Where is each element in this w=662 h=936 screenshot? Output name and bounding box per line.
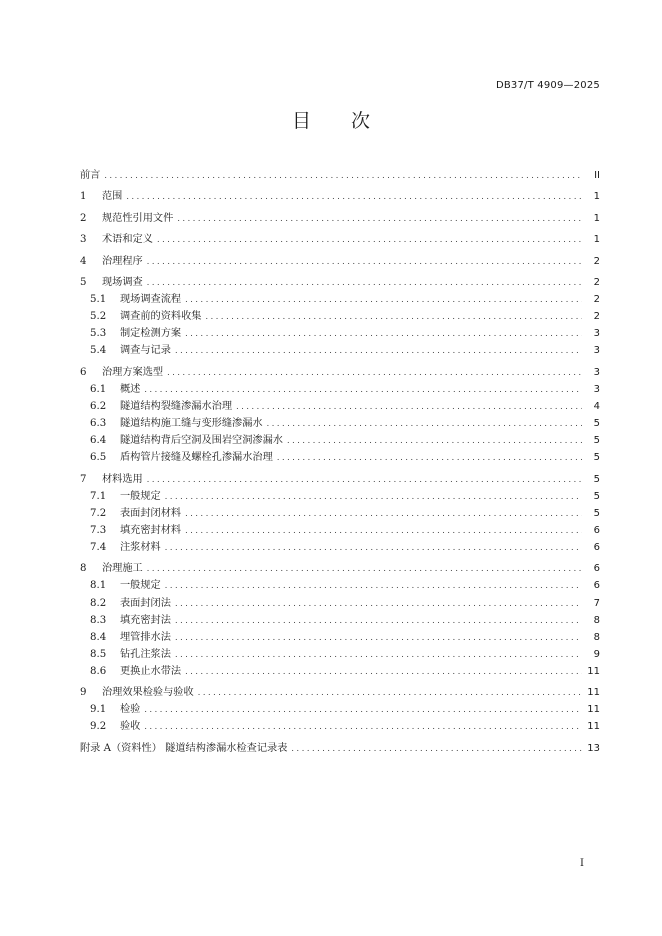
toc-entry-page: 5 (593, 473, 600, 485)
toc-entry-label: 填充密封材料 (120, 524, 182, 536)
toc-leader-dots (185, 509, 582, 518)
toc-leader-dots (147, 564, 582, 573)
toc-leader-dots (175, 599, 582, 608)
toc-entry-page: 1 (593, 212, 600, 224)
toc-entry-page: 11 (587, 687, 600, 699)
toc-entry-number: 5.4 (90, 345, 107, 357)
toc-entry-label: 现场调查流程 (120, 294, 182, 306)
toc-entry[interactable] (80, 683, 600, 700)
toc-entry[interactable] (80, 739, 600, 756)
toc-entry-number: 9.1 (90, 704, 107, 716)
page-number: I (580, 858, 584, 869)
toc-entry-number: 6.5 (90, 452, 107, 464)
toc-leader-dots (185, 526, 582, 535)
toc-entry[interactable] (80, 662, 600, 679)
toc-entry[interactable] (80, 448, 600, 465)
toc-entry[interactable] (80, 290, 600, 307)
toc-entry-page: 8 (593, 614, 600, 626)
toc-entry[interactable] (80, 414, 600, 431)
toc-entry-label: 注浆材料 (120, 541, 161, 553)
toc-entry[interactable] (80, 559, 600, 576)
toc-entry[interactable] (80, 341, 600, 358)
toc-entry-page: 2 (593, 294, 600, 306)
table-of-contents (80, 166, 600, 756)
toc-leader-dots (147, 257, 582, 266)
toc-entry-page: 2 (593, 276, 600, 288)
toc-entry[interactable] (80, 487, 600, 504)
toc-leader-dots (291, 744, 582, 753)
toc-entry-label: 隧道结构背后空洞及围岩空洞渗漏水 (120, 435, 283, 447)
toc-entry-label: 验收 (120, 721, 141, 733)
toc-entry[interactable] (80, 521, 600, 538)
toc-entry-page: 3 (593, 328, 600, 340)
toc-entry-label: 治理方案选型 (102, 366, 164, 378)
toc-entry[interactable] (80, 209, 600, 226)
toc-entry-number: 8.3 (90, 614, 107, 626)
toc-entry-label: 表面封闭法 (120, 597, 171, 609)
toc-entry-label: 概述 (120, 383, 141, 395)
toc-entry-page: 11 (587, 721, 600, 733)
toc-entry-page: 2 (593, 311, 600, 323)
toc-entry-page: 5 (593, 490, 600, 502)
toc-entry[interactable] (80, 273, 600, 290)
toc-entry[interactable] (80, 645, 600, 662)
toc-entry-page: 6 (593, 524, 600, 536)
toc-entry-number: 6.2 (90, 400, 107, 412)
toc-leader-dots (206, 312, 583, 321)
toc-entry-label: 制定检测方案 (120, 328, 182, 340)
toc-entry[interactable] (80, 166, 600, 183)
toc-entry-page: 6 (593, 563, 600, 575)
toc-entry-label: 前言 (80, 170, 101, 181)
toc-entry-label: 治理施工 (102, 563, 143, 575)
toc-entry-page: 4 (593, 400, 600, 412)
toc-entry-label: 材料选用 (102, 473, 143, 485)
toc-entry-number: 6.3 (90, 418, 107, 429)
toc-leader-dots (175, 650, 582, 659)
toc-leader-dots (165, 581, 582, 590)
toc-entry-label: 填充密封法 (120, 614, 171, 626)
toc-entry-page: 9 (593, 648, 600, 660)
toc-entry[interactable] (80, 397, 600, 414)
toc-leader-dots (167, 368, 582, 377)
toc-entry-page: 1 (593, 191, 600, 203)
toc-entry-label: 一般规定 (120, 580, 161, 592)
toc-entry-number: 6.4 (90, 435, 107, 447)
toc-entry-label: 表面封闭材料 (120, 507, 182, 519)
toc-entry-page: 2 (593, 255, 600, 267)
toc-entry-label: 附录 A（资料性） 隧道结构渗漏水检查记录表 (80, 742, 288, 754)
toc-leader-dots (277, 453, 582, 462)
toc-entry-page: 3 (593, 366, 600, 378)
toc-entry-page: 7 (593, 597, 600, 609)
toc-entry-number: 6.1 (90, 383, 107, 395)
toc-entry-page: 5 (593, 435, 600, 447)
toc-entry-number: 7.4 (90, 541, 107, 553)
toc-entry[interactable] (80, 324, 600, 341)
toc-leader-dots (267, 419, 582, 428)
toc-leader-dots (147, 278, 582, 287)
toc-entry-number: 6 (80, 366, 87, 378)
toc-entry-number: 7.3 (90, 524, 107, 536)
toc-leader-dots (157, 235, 582, 244)
toc-entry[interactable] (80, 576, 600, 593)
toc-leader-dots (144, 705, 582, 714)
toc-leader-dots (147, 475, 582, 484)
toc-entry-number: 5.1 (90, 294, 107, 306)
toc-entry-number: 8.4 (90, 631, 107, 643)
toc-entry-label: 调查前的资料收集 (120, 311, 202, 323)
toc-entry-number: 1 (80, 191, 87, 203)
toc-entry-number: 5 (80, 276, 87, 288)
toc-entry-label: 隧道结构裂缝渗漏水治理 (120, 400, 233, 412)
toc-entry-page: 3 (593, 383, 600, 395)
toc-entry-number: 8.6 (90, 665, 107, 677)
toc-leader-dots (126, 192, 582, 201)
toc-entry-label: 治理效果检验与验收 (102, 687, 194, 699)
toc-entry[interactable] (80, 594, 600, 611)
toc-entry-page: 11 (587, 704, 600, 716)
toc-entry-number: 7.1 (90, 490, 107, 502)
toc-leader-dots (198, 688, 582, 697)
toc-entry[interactable] (80, 538, 600, 555)
toc-entry-label: 范围 (102, 191, 123, 203)
toc-entry-page: 13 (587, 742, 600, 754)
toc-entry-number: 5.2 (90, 311, 107, 323)
toc-entry-page: 1 (593, 234, 600, 246)
toc-entry-page: 11 (587, 665, 600, 677)
toc-entry-number: 8.5 (90, 648, 107, 660)
toc-entry-label: 钻孔注浆法 (120, 648, 171, 660)
toc-entry-label: 隧道结构施工缝与变形缝渗漏水 (120, 418, 263, 429)
toc-entry-label: 术语和定义 (102, 234, 153, 246)
toc-entry-page: 5 (593, 452, 600, 464)
toc-entry-page: 6 (593, 541, 600, 553)
toc-entry-page: 5 (593, 507, 600, 519)
toc-entry-number: 3 (80, 234, 87, 246)
toc-entry-number: 7 (80, 473, 87, 485)
toc-entry[interactable] (80, 504, 600, 521)
toc-entry-number: 4 (80, 255, 87, 267)
toc-entry-page: 8 (593, 631, 600, 643)
toc-entry[interactable] (80, 307, 600, 324)
toc-leader-dots (175, 633, 582, 642)
toc-leader-dots (165, 492, 582, 501)
page-title: 目次 (291, 110, 410, 132)
toc-leader-dots (185, 295, 582, 304)
toc-entry-page: II (594, 170, 600, 181)
toc-entry-number: 8.2 (90, 597, 107, 609)
toc-entry-label: 规范性引用文件 (102, 212, 174, 224)
toc-leader-dots (185, 667, 582, 676)
toc-leader-dots (104, 171, 582, 180)
toc-entry[interactable] (80, 380, 600, 397)
toc-entry-number: 2 (80, 212, 87, 224)
toc-entry[interactable] (80, 230, 600, 247)
toc-leader-dots (287, 436, 582, 445)
toc-entry-number: 9 (80, 687, 87, 699)
toc-entry-label: 检验 (120, 704, 141, 716)
toc-entry-label: 现场调查 (102, 276, 143, 288)
toc-entry-label: 一般规定 (120, 490, 161, 502)
toc-leader-dots (165, 543, 582, 552)
toc-entry-label: 更换止水带法 (120, 665, 182, 677)
toc-entry[interactable] (80, 611, 600, 628)
toc-entry[interactable] (80, 470, 600, 487)
toc-entry-label: 调查与记录 (120, 345, 171, 357)
toc-entry-label: 埋管排水法 (120, 631, 171, 643)
toc-leader-dots (175, 616, 582, 625)
toc-entry[interactable] (80, 700, 600, 717)
toc-entry-page: 5 (593, 418, 600, 429)
toc-entry-number: 9.2 (90, 721, 107, 733)
toc-leader-dots (144, 722, 582, 731)
toc-entry-page: 6 (593, 580, 600, 592)
toc-leader-dots (175, 346, 582, 355)
toc-entry[interactable] (80, 363, 600, 380)
toc-entry-number: 5.3 (90, 328, 107, 340)
toc-entry[interactable] (80, 628, 600, 645)
toc-leader-dots (185, 329, 582, 338)
toc-entry-label: 盾构管片接缝及螺栓孔渗漏水治理 (120, 452, 273, 464)
toc-entry-label: 治理程序 (102, 255, 143, 267)
toc-entry[interactable] (80, 187, 600, 204)
toc-leader-dots (177, 214, 582, 223)
toc-entry-number: 8.1 (90, 580, 107, 592)
toc-leader-dots (236, 402, 582, 411)
toc-entry[interactable] (80, 252, 600, 269)
document-code: DB37/T 4909—2025 (495, 80, 600, 91)
toc-entry-number: 8 (80, 563, 87, 575)
toc-entry-page: 3 (593, 345, 600, 357)
toc-leader-dots (144, 385, 582, 394)
toc-entry-number: 7.2 (90, 507, 107, 519)
toc-entry[interactable] (80, 717, 600, 734)
toc-entry[interactable] (80, 431, 600, 448)
